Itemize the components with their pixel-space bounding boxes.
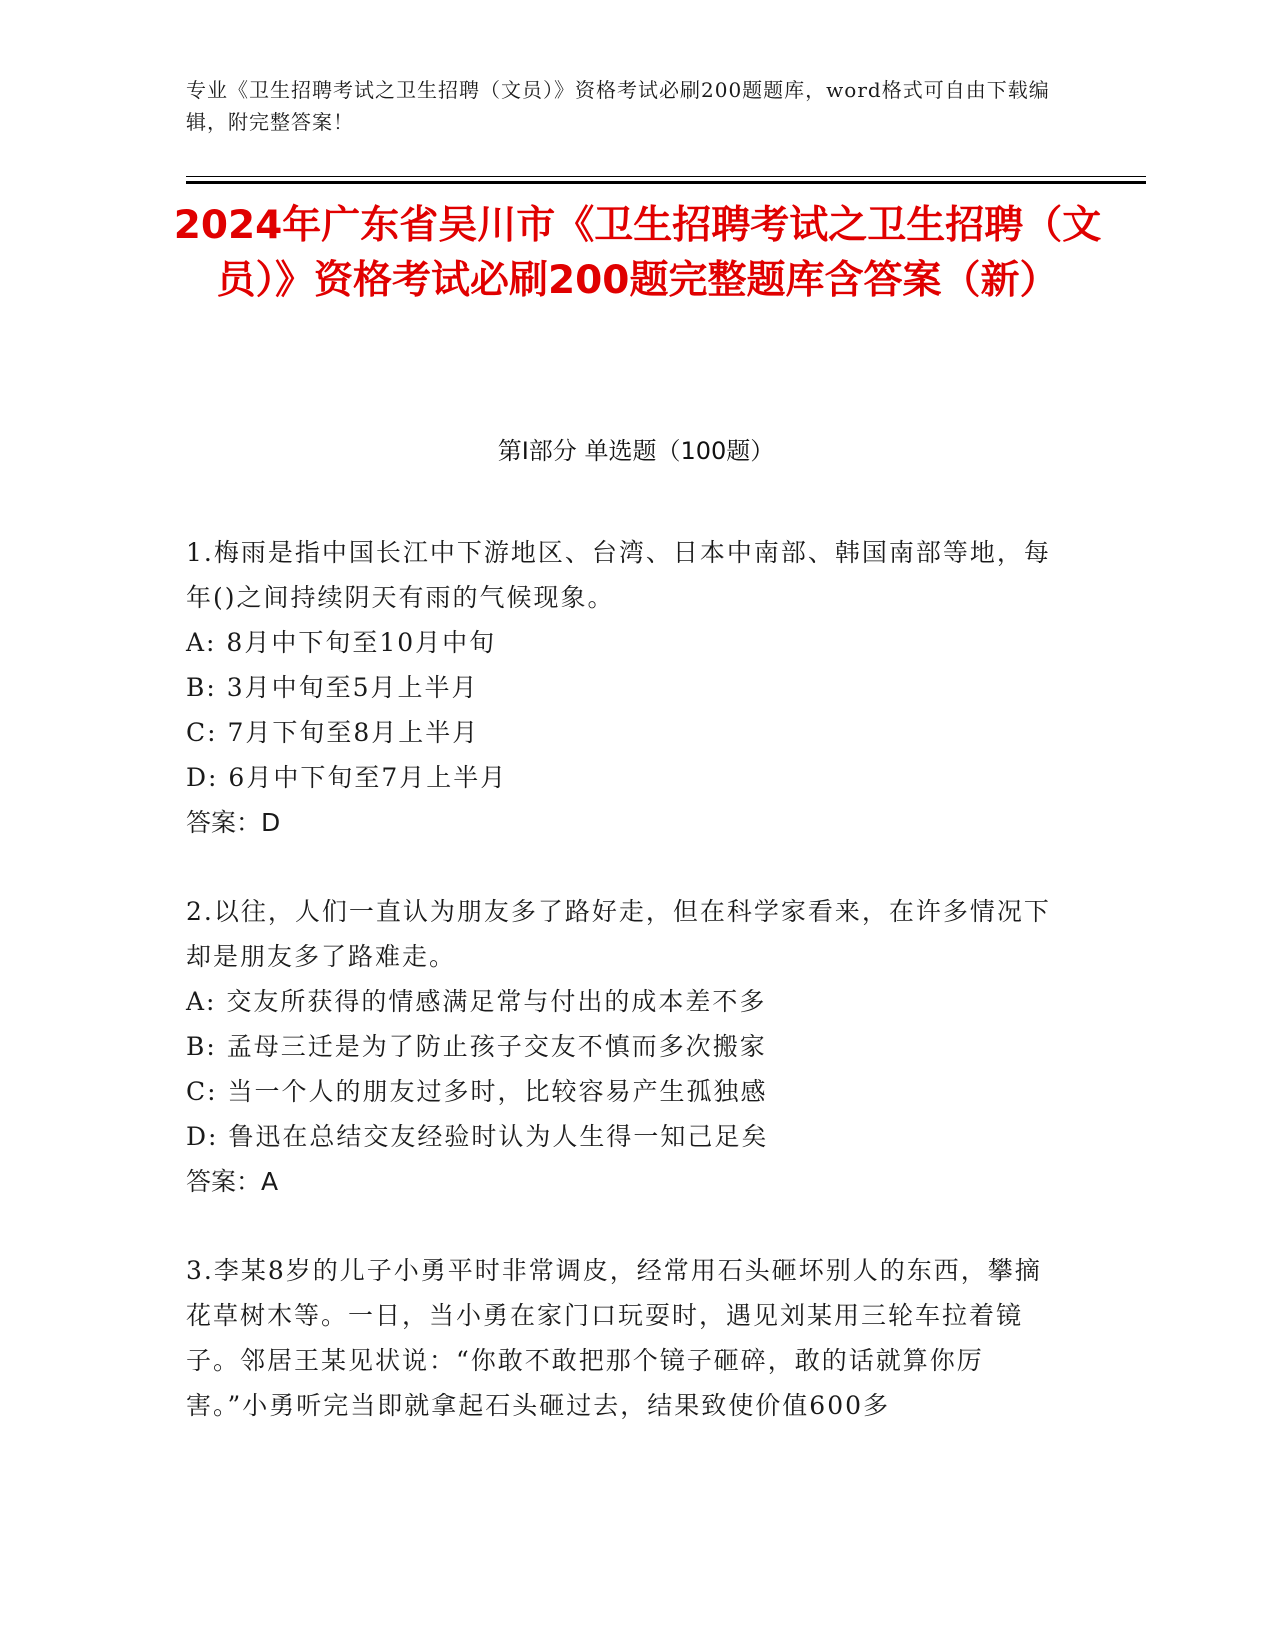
option-b: B: 3月中旬至5月上半月 [186,673,479,702]
option-c: C: 当一个人的朋友过多时，比较容易产生孤独感 [186,1077,768,1106]
option-c: C: 7月下旬至8月上半月 [186,718,480,747]
question-list [186,530,1056,1472]
question-1 [186,530,1056,845]
header-rule-thick [186,181,1146,184]
question-3 [186,1248,1056,1428]
question-stem: 2.以往，人们一直认为朋友多了路好走，但在科学家看来，在许多情况下却是朋友多了路难走。 [186,897,1051,971]
question-stem: 1.梅雨是指中国长江中下游地区、台湾、日本中南部、韩国南部等地，每年()之间持续阴天有雨的气候现象。 [186,538,1051,612]
option-a: A: 交友所获得的情感满足常与付出的成本差不多 [186,987,767,1016]
option-d: D: 鲁迅在总结交友经验时认为人生得一知己足矣 [186,1122,769,1151]
header-rule-thin [186,176,1146,177]
document-title: 2024年广东省吴川市《卫生招聘考试之卫生招聘（文员）》资格考试必刷200题完整题库含答案（新） [173,203,1102,303]
question-2 [186,889,1056,1204]
option-d: D: 6月中下旬至7月上半月 [186,763,508,792]
option-b: B: 孟母三迁是为了防止孩子交友不慎而多次搬家 [186,1032,767,1061]
section-title: 第I部分 单选题（100题） [497,437,775,465]
question-stem: 3.李某8岁的儿子小勇平时非常调皮，经常用石头砸坏别人的东西，攀摘花草树木等。一日，当小勇在家门口玩耍时，遇见刘某用三轮车拉着镜子。邻居王某见状说：“你敢不敢把那个镜子砸碎，敢的话就算你厉害。”小勇听完当即就拿起石头砸过去，结果致使价值600多 [186,1256,1042,1420]
answer: 答案：A [186,1167,279,1196]
option-a: A: 8月中下旬至10月中旬 [186,628,497,657]
header-note: 专业《卫生招聘考试之卫生招聘（文员）》资格考试必刷200题题库，word格式可自由下载编辑，附完整答案！ [186,78,1050,134]
answer: 答案：D [186,808,281,837]
